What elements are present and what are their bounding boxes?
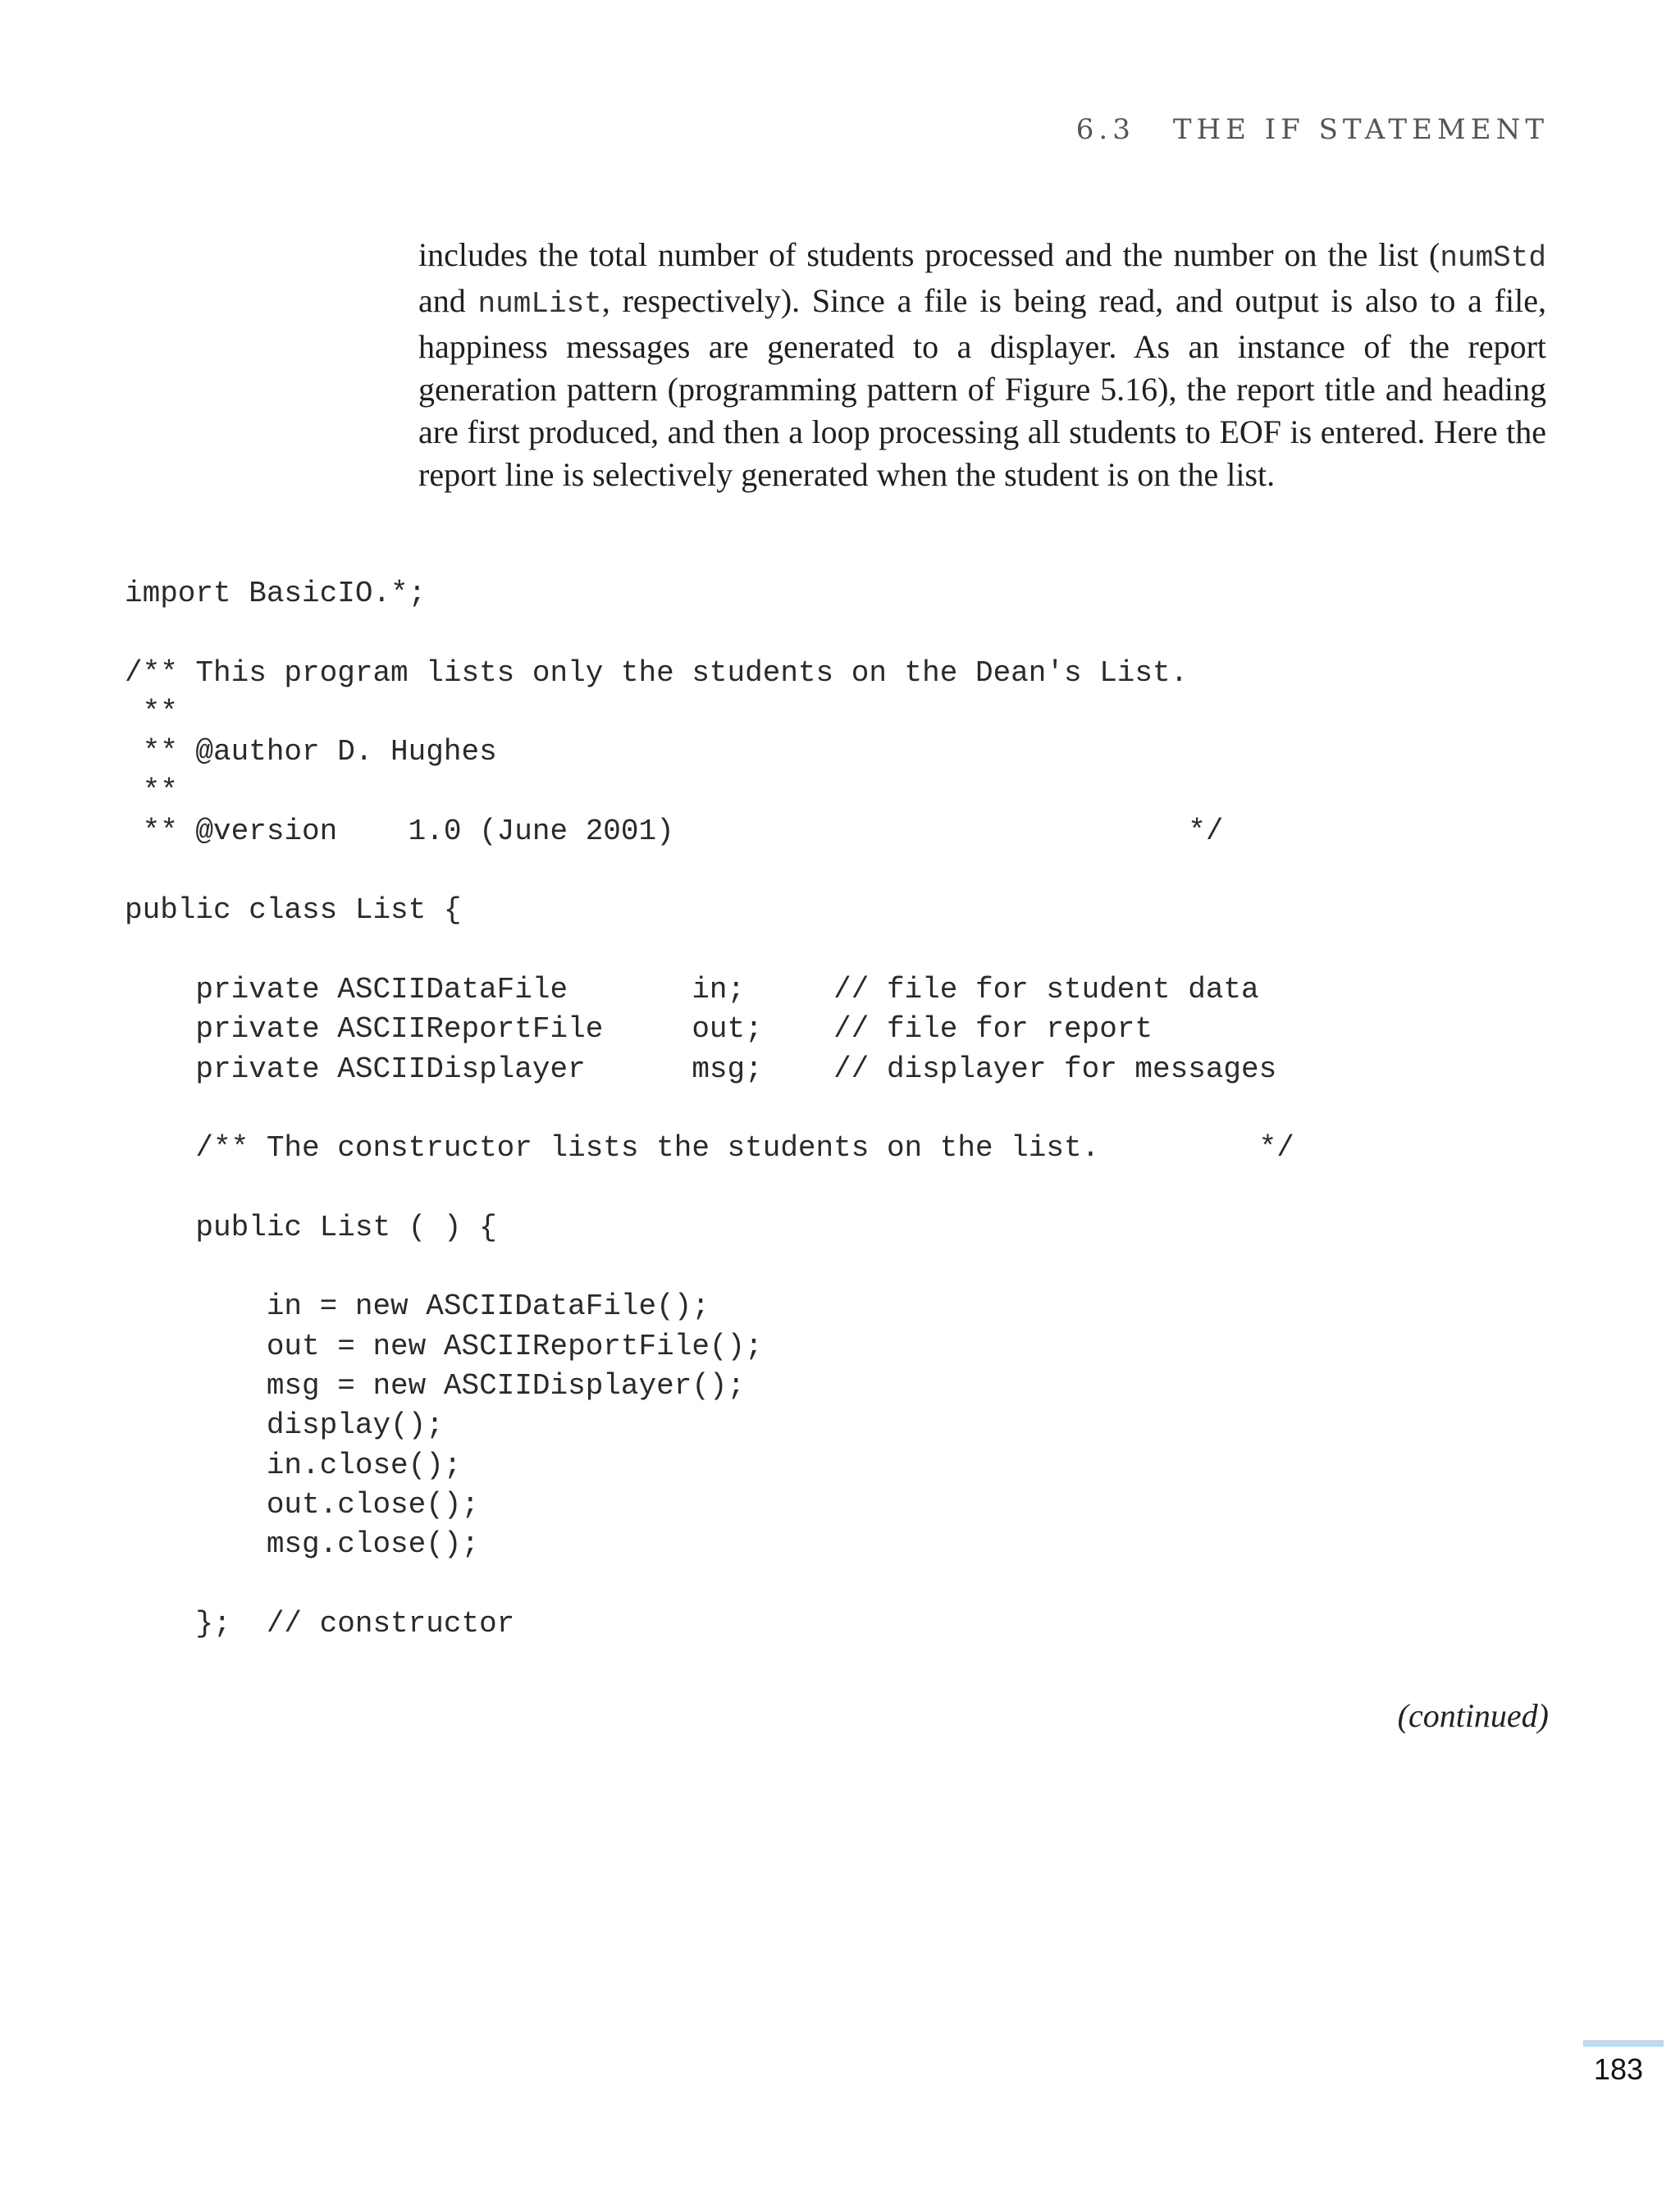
code-line: msg.close(); <box>125 1527 480 1562</box>
code-line: public List ( ) { <box>125 1210 497 1244</box>
code-line: public class List { <box>125 893 462 928</box>
code-line <box>125 851 1294 891</box>
code-line: }; // constructor <box>125 1606 515 1641</box>
inline-code-numlist: numList <box>477 287 602 321</box>
code-line: private ASCIIReportFile out; // file for report <box>125 1012 1153 1047</box>
code-line: ** @version 1.0 (June 2001) */ <box>125 814 1224 848</box>
section-title: THE IF STATEMENT <box>1172 113 1549 146</box>
code-line: import BasicIO.*; <box>125 577 427 610</box>
inline-code-numstd: numStd <box>1440 241 1546 275</box>
code-listing <box>125 574 1294 1644</box>
code-line: ** <box>125 774 178 809</box>
code-line: ** @author D. Hughes <box>125 735 497 769</box>
code-line: out.close(); <box>125 1487 480 1522</box>
code-line <box>125 1168 1294 1207</box>
body-paragraph <box>418 234 1546 496</box>
code-line <box>125 931 1294 970</box>
code-line <box>125 1248 1294 1287</box>
code-line: in = new ASCIIDataFile(); <box>125 1289 710 1324</box>
code-line <box>125 1089 1294 1129</box>
paragraph-text-3: , respectively). Since a file is being read, and output is also to a file, happiness messages are generated to a displayer. As an instance of the report generation pattern (programming pattern of Figure 5.16), the report title and heading are first produced, and then a loop processing all students to EOF is entered. Here the report line is selectively generated when the student is on the list. <box>418 282 1546 493</box>
running-head <box>1076 113 1549 146</box>
code-line: in.close(); <box>125 1448 462 1482</box>
continued-label: (continued) <box>1397 1697 1549 1734</box>
code-line <box>125 614 1294 653</box>
code-line: msg = new ASCIIDisplayer(); <box>125 1368 746 1403</box>
code-line: /** The constructor lists the students on the list. */ <box>125 1131 1294 1166</box>
code-line: display(); <box>125 1408 444 1443</box>
paragraph <box>418 234 1546 496</box>
paragraph-text-1: includes the total number of students processed and the number on the list ( <box>418 236 1440 273</box>
section-number: 6.3 <box>1075 113 1135 146</box>
paragraph-text-2: and <box>418 282 478 319</box>
code-line <box>125 1564 1294 1604</box>
code-line: private ASCIIDisplayer msg; // displayer for messages <box>125 1052 1277 1086</box>
code-line: /** This program lists only the students on the Dean's List. <box>125 655 1189 690</box>
code-line: ** <box>125 695 178 729</box>
code-line: out = new ASCIIReportFile(); <box>125 1329 763 1363</box>
page-number: 183 <box>1593 2052 1643 2086</box>
page-accent-bar <box>1583 2040 1664 2047</box>
code-line: private ASCIIDataFile in; // file for student data <box>125 972 1259 1006</box>
